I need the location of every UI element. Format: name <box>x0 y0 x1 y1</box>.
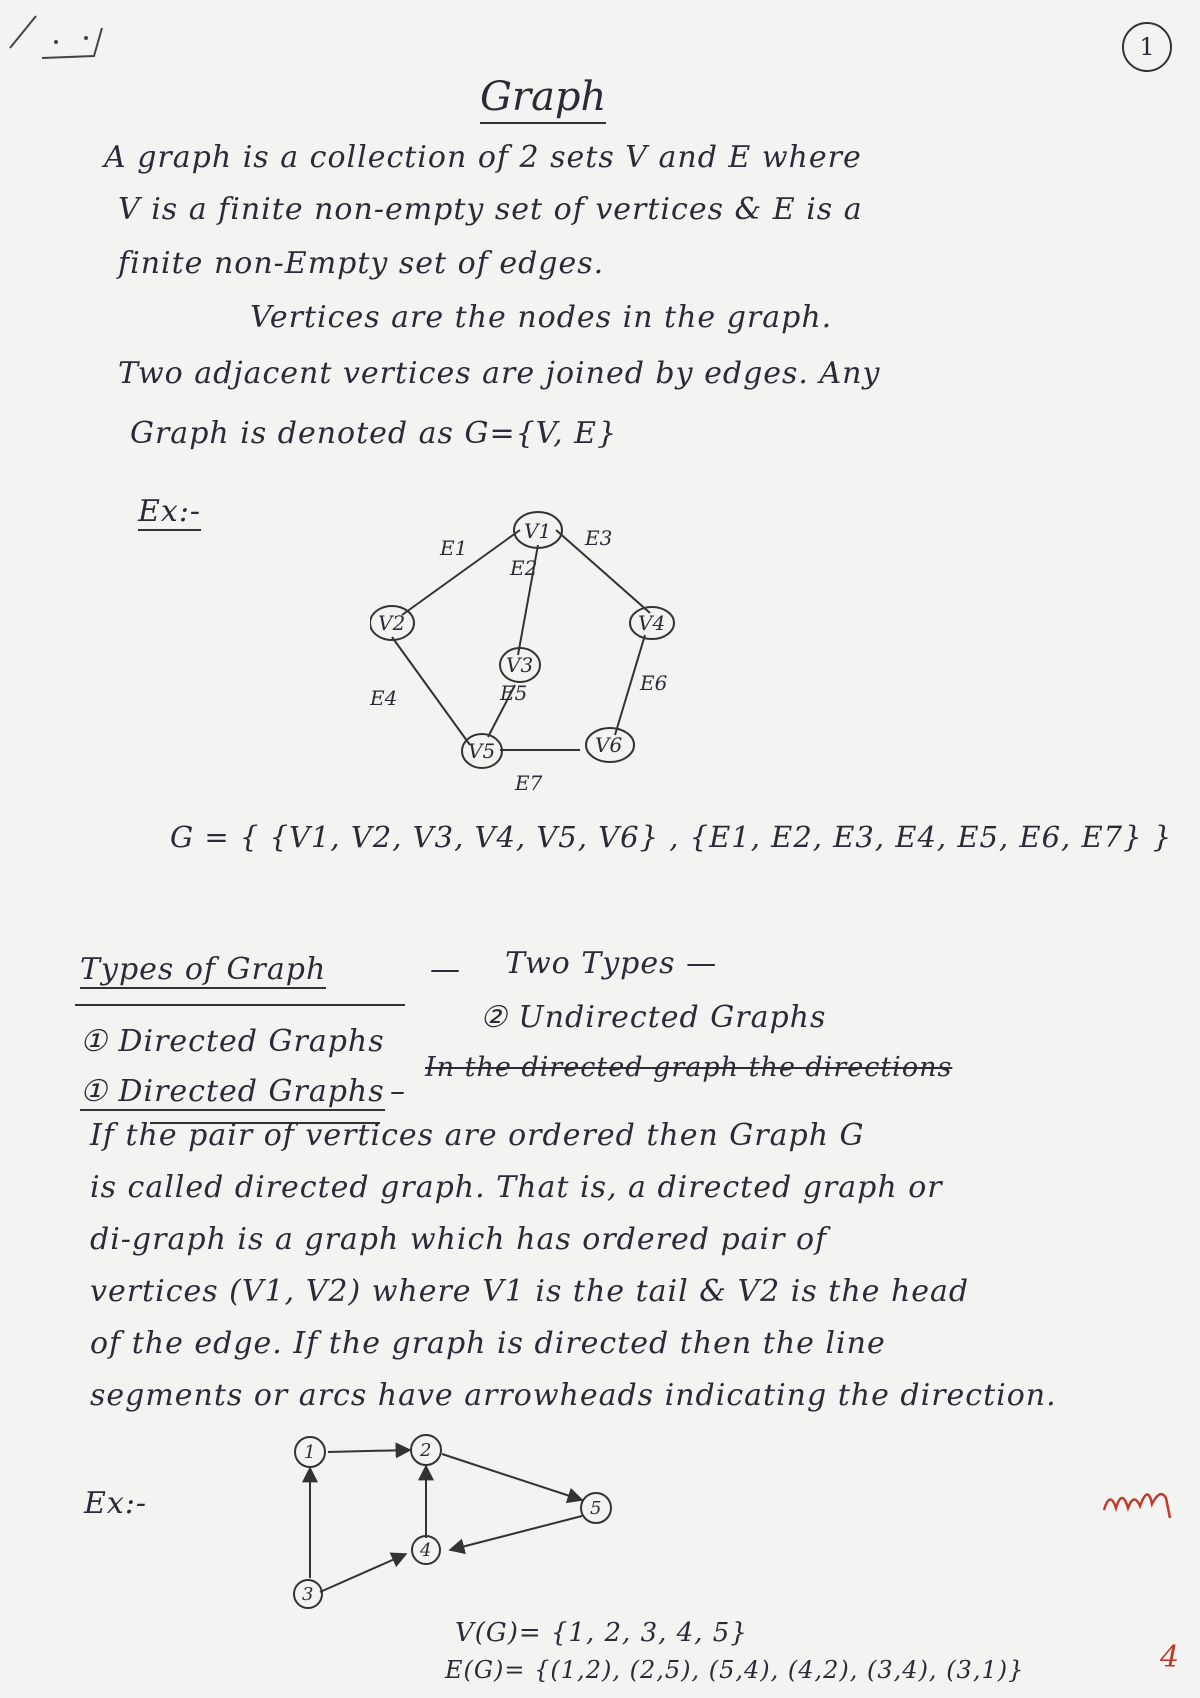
directed-graph-diagram <box>290 1430 630 1620</box>
example-1-label: Ex:- <box>138 494 202 529</box>
definition-line-4: Vertices are the nodes in the graph. <box>250 300 833 335</box>
definition-line-2: V is a finite non-empty set of vertices & E is a <box>118 192 863 227</box>
edge-e4-label: E4 <box>370 686 398 710</box>
example-2-label: Ex:- <box>84 1486 148 1521</box>
edge-3-4 <box>320 1554 406 1592</box>
edge-e2-label: E2 <box>510 556 538 580</box>
directed-line-2: is called directed graph. That is, a directed graph or <box>90 1170 943 1205</box>
edge-e3-label: E3 <box>585 526 613 550</box>
directed-struck-text: In the directed graph the directions <box>425 1052 953 1083</box>
types-dash: — <box>430 952 461 987</box>
undirected-graph-diagram <box>370 505 710 805</box>
types-count: Two Types — <box>505 946 718 981</box>
node-4-label: 4 <box>420 1540 432 1561</box>
edge-2-5 <box>442 1454 582 1500</box>
directed-line-1: If the pair of vertices are ordered then Graph G <box>90 1118 865 1153</box>
vertex-v2-label: V2 <box>378 611 406 635</box>
node-1-label: 1 <box>304 1442 316 1463</box>
definition-line-5: Two adjacent vertices are joined by edges. Any <box>118 356 881 391</box>
directed-heading: ① Directed Graphs <box>80 1074 385 1109</box>
vertex-v6-label: V6 <box>595 733 623 757</box>
definition-line-1: A graph is a collection of 2 sets V and E where <box>104 140 862 175</box>
type-1-directed: ① Directed Graphs <box>80 1024 385 1059</box>
definition-line-3: finite non-Empty set of edges. <box>118 246 605 281</box>
edge-set: E(G)= {(1,2), (2,5), (5,4), (4,2), (3,4), (3,1)} <box>445 1656 1025 1684</box>
directed-line-4: vertices (V1, V2) where V1 is the tail & V2 is the head <box>90 1274 970 1309</box>
edge-e1-label: E1 <box>440 536 468 560</box>
node-5-label: 5 <box>590 1498 602 1519</box>
types-heading: Types of Graph <box>80 952 327 987</box>
page-title: Graph <box>480 74 606 124</box>
type-2-undirected: ② Undirected Graphs <box>480 1000 827 1035</box>
definition-line-6: Graph is denoted as G={V, E} <box>130 416 618 451</box>
edge-5-4 <box>450 1516 582 1550</box>
teacher-mark: 4 <box>1160 1640 1181 1675</box>
corner-scribble <box>6 8 116 68</box>
edge-e4 <box>392 637 470 745</box>
directed-line-5: of the edge. If the graph is directed then the line <box>90 1326 886 1361</box>
directed-line-6: segments or arcs have arrowheads indicating the direction. <box>90 1378 1057 1413</box>
types-underline <box>75 1004 405 1006</box>
edge-e7-label: E7 <box>515 771 543 795</box>
node-3-label: 3 <box>302 1584 314 1605</box>
vertex-v4-label: V4 <box>638 611 666 635</box>
vertex-set: V(G)= {1, 2, 3, 4, 5} <box>455 1618 748 1648</box>
graph-set-notation: G = { {V1, V2, V3, V4, V5, V6} , {E1, E2, E3, E4, E5, E6, E7} } <box>170 820 1173 854</box>
directed-dash: – <box>390 1074 406 1109</box>
page-number: 1 <box>1122 22 1172 72</box>
edge-e6-label: E6 <box>640 671 668 695</box>
directed-line-3: di-graph is a graph which has ordered pair of <box>90 1222 828 1257</box>
vertex-v5-label: V5 <box>468 739 496 763</box>
edge-1-2 <box>328 1450 410 1452</box>
vertex-v1-label: V1 <box>524 519 552 543</box>
edge-e5-label: E5 <box>500 681 528 705</box>
node-2-label: 2 <box>420 1440 432 1461</box>
teacher-signature <box>1100 1470 1180 1530</box>
vertex-v3-label: V3 <box>506 653 534 677</box>
